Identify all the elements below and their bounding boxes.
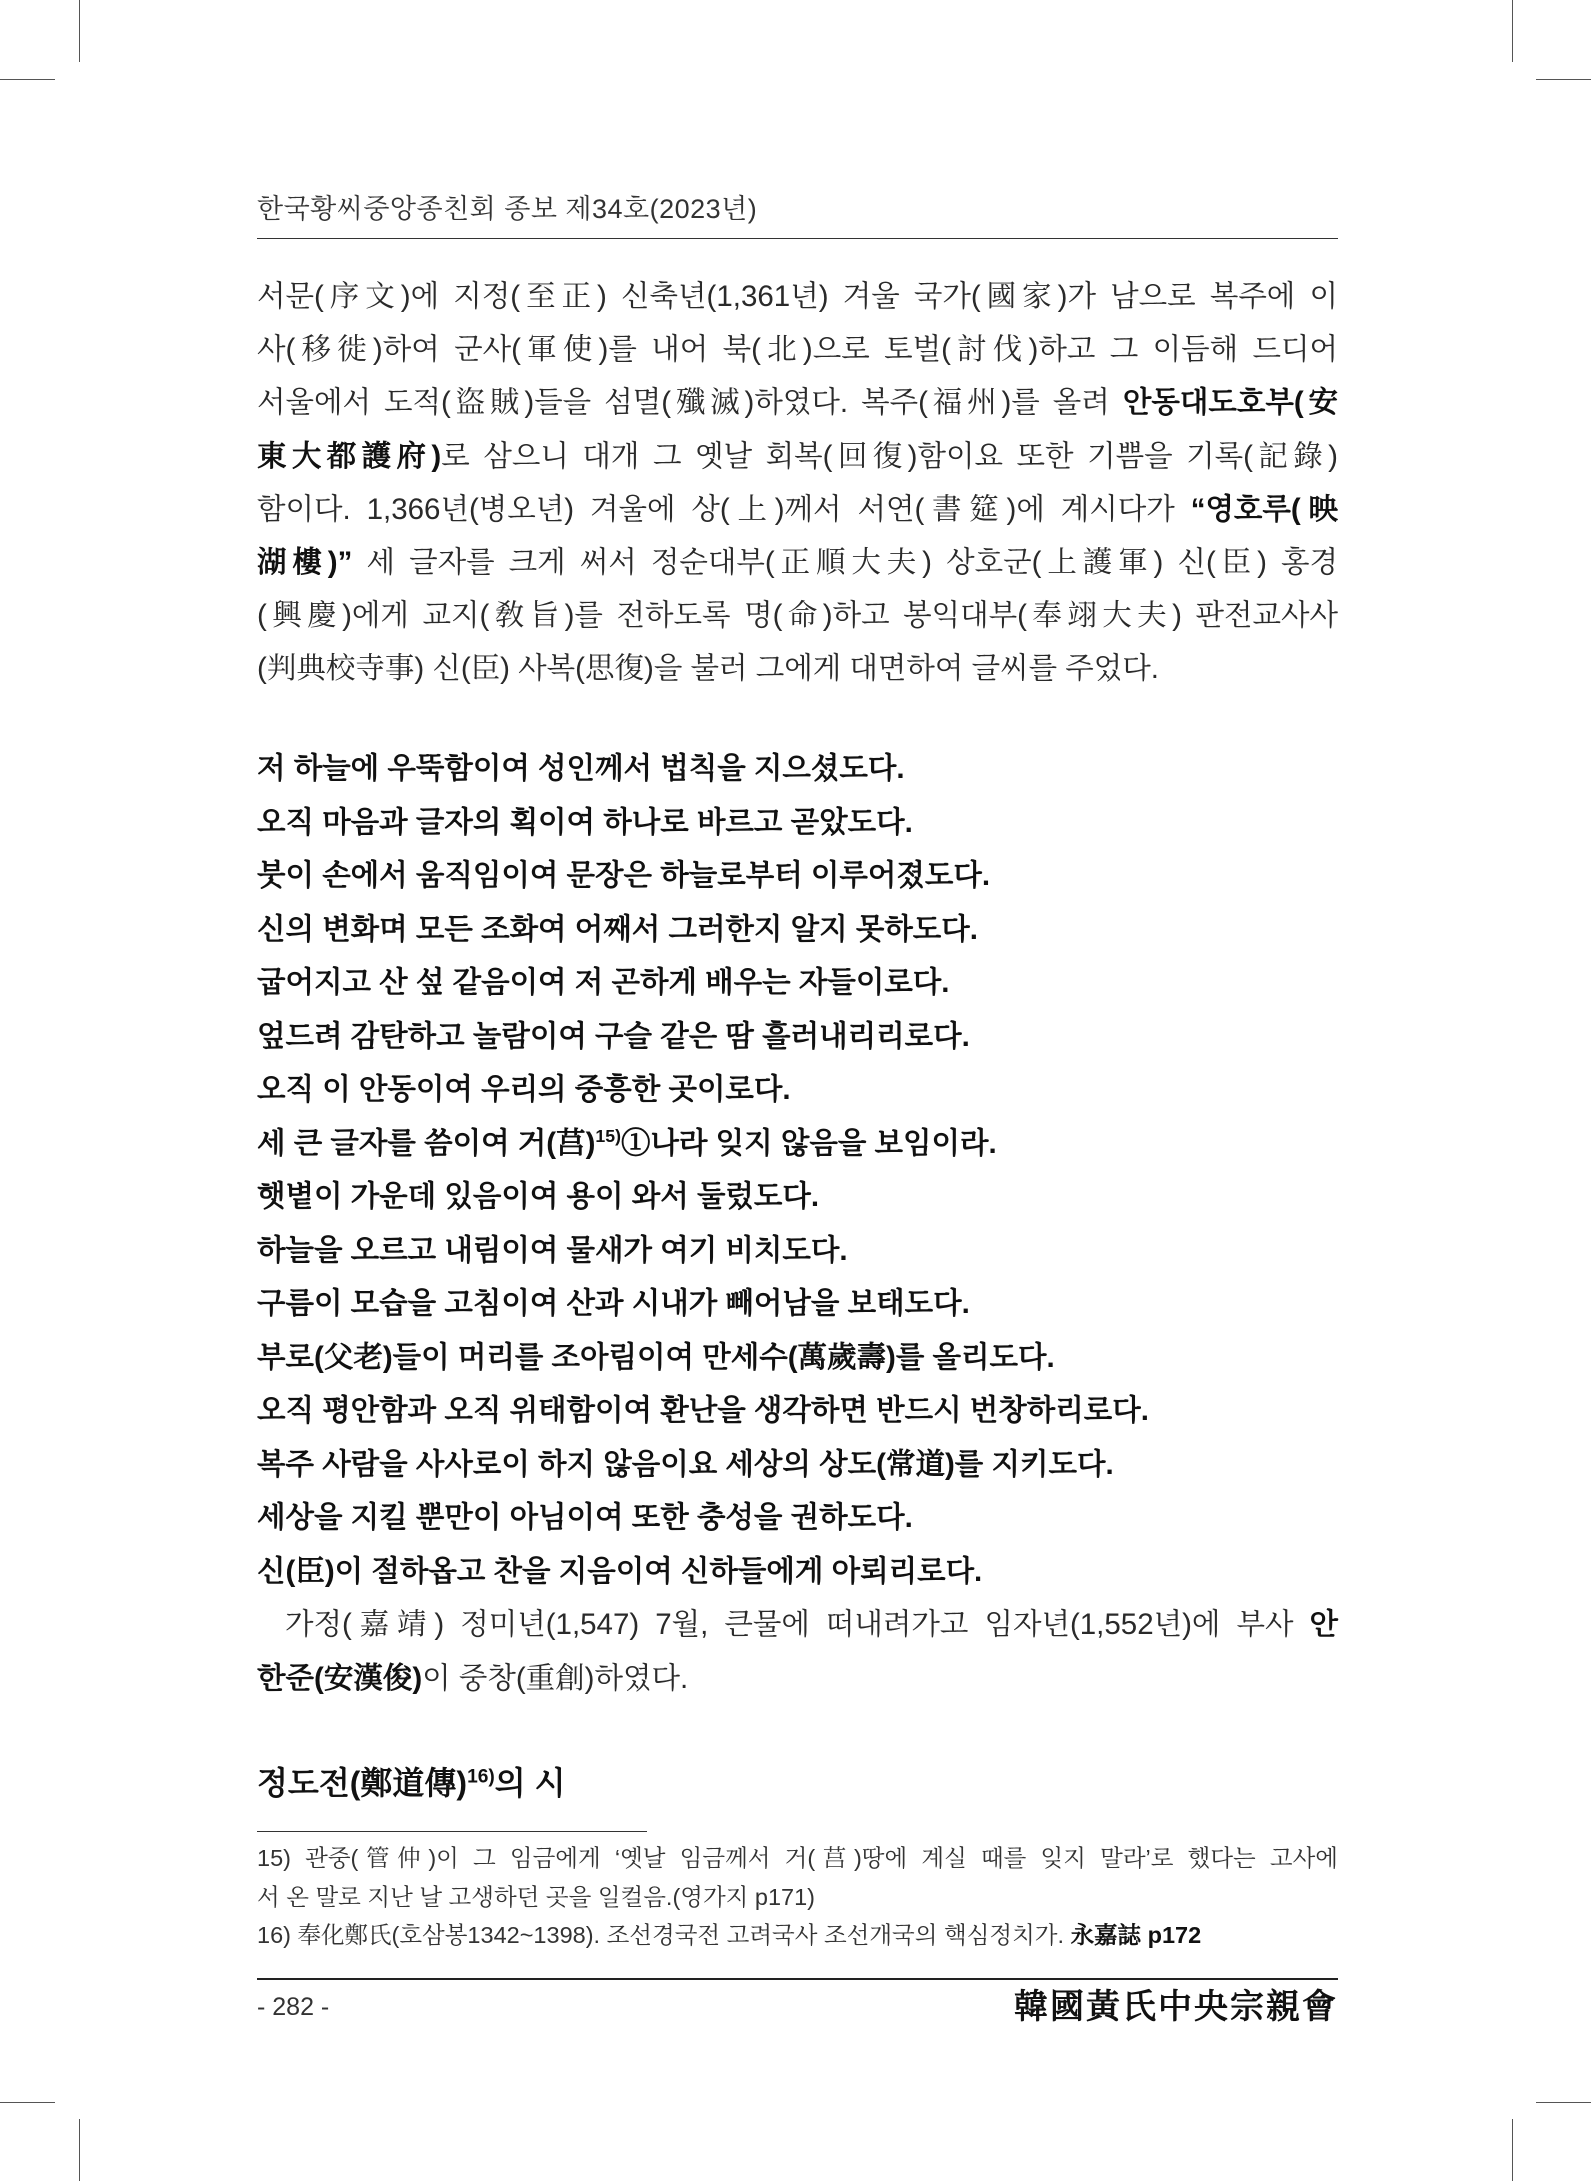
poem-line: 굽어지고 산 섶 같음이여 저 곤하게 배우는 자들이로다. bbox=[257, 966, 950, 999]
paragraph-line bbox=[257, 1598, 1338, 1652]
poem-line-text: 세 큰 글자를 씀이여 거(莒) bbox=[257, 1126, 596, 1160]
footer-rule bbox=[257, 1978, 1338, 1980]
page-footer bbox=[257, 1987, 1338, 2027]
crop-mark-top-left-vertical bbox=[79, 0, 80, 62]
bold-text: 안 bbox=[1309, 1608, 1338, 1641]
footnote-text: 관중(管仲)이 그 임금에게 ‘옛날 임금께서 거(莒)땅에 계실 때를 잊지 말라’로 했다는 고사에 bbox=[305, 1845, 1339, 1871]
paragraph-line bbox=[257, 323, 1338, 376]
bold-text: 한준(安漢俊) bbox=[257, 1661, 423, 1695]
poem-line: 햇볕이 가운데 있음이여 용이 와서 둘렀도다. bbox=[257, 1180, 820, 1213]
footnote-15 bbox=[257, 1839, 1338, 1878]
poem-line: 세상을 지킬 뿐만이 아님이여 또한 충성을 권하도다. bbox=[257, 1501, 913, 1534]
poem-line: 저 하늘에 우뚝함이여 성인께서 법칙을 지으셨도다. bbox=[257, 752, 905, 785]
line-text: 사(移徙)하여 군사(軍使)를 내어 북(北)으로 토벌(討伐)하고 그 이듬해 드디어 bbox=[257, 333, 1338, 367]
closing-paragraph bbox=[257, 1598, 1338, 1705]
header-rule bbox=[257, 238, 1338, 239]
running-header: 한국황씨중앙종친회 종보 제34호(2023년) bbox=[257, 194, 758, 224]
line-text: (興慶)에게 교지(敎旨)를 전하도록 명(命)하고 봉익대부(奉翊大夫) 판전교사사 bbox=[257, 599, 1338, 633]
line-text: 세 글자를 크게 써서 정순대부(正順大夫) 상호군(上護軍) 신(臣) 홍경 bbox=[352, 546, 1338, 580]
poem-line: 부로(父老)들이 머리를 조아림이여 만세수(萬歲壽)를 올리도다. bbox=[257, 1340, 1055, 1374]
bold-text: 湖樓)” bbox=[257, 546, 353, 580]
bold-text: 東大都護府) bbox=[257, 439, 442, 473]
footnote-reference-bold: 永嘉誌 p172 bbox=[1070, 1922, 1202, 1948]
line-text: 서울에서 도적(盜賊)들을 섬멸(殲滅)하였다. 복주(福州)를 올려 bbox=[257, 386, 1123, 420]
poem-line: 붓이 손에서 움직임이여 문장은 하늘로부터 이루어졌도다. bbox=[257, 859, 991, 892]
poem-block bbox=[257, 742, 1338, 1598]
line-text: 이 중창(重創)하였다. bbox=[422, 1661, 689, 1695]
paragraph-line bbox=[257, 1652, 1338, 1706]
poem-line bbox=[257, 1117, 1338, 1171]
footnote-15-continuation bbox=[257, 1878, 1338, 1917]
poem-line: 복주 사람을 사사로이 하지 않음이요 세상의 상도(常道)를 지키도다. bbox=[257, 1447, 1114, 1481]
heading-text: 의 시 bbox=[494, 1765, 566, 1801]
poem-line: 엎드려 감탄하고 놀람이여 구슬 같은 땀 흘러내리리로다. bbox=[257, 1019, 970, 1053]
paragraph-line bbox=[257, 642, 1338, 695]
paragraph-line bbox=[257, 430, 1338, 483]
paragraph-line bbox=[257, 536, 1338, 589]
crop-mark-bottom-right-vertical bbox=[1512, 2119, 1513, 2181]
poem-line: 오직 평안함과 오직 위태함이여 환난을 생각하면 반드시 번창하리로다. bbox=[257, 1394, 1149, 1427]
poem-line: 오직 마음과 글자의 획이여 하나로 바르고 곧았도다. bbox=[257, 805, 913, 839]
footnote-marker: 15) bbox=[257, 1845, 291, 1871]
footnote-ref: 15) bbox=[595, 1125, 621, 1146]
line-text: 가정(嘉靖) 정미년(1,547) 7월, 큰물에 떠내려가고 임자년(1,552년)에 부사 bbox=[285, 1608, 1310, 1641]
poem-line: 신의 변화며 모든 조화여 어째서 그러한지 알지 못하도다. bbox=[257, 912, 978, 946]
footnote-separator bbox=[257, 1831, 647, 1832]
poem-line: 하늘을 오르고 내림이여 물새가 여기 비치도다. bbox=[257, 1233, 848, 1267]
poem-line: 오직 이 안동이여 우리의 중흥한 곳이로다. bbox=[257, 1073, 791, 1106]
footnote-text: 서 온 말로 지난 날 고생하던 곳을 일컬음.(영가지 p171) bbox=[257, 1883, 816, 1910]
crop-mark-top-right-vertical bbox=[1512, 0, 1513, 62]
crop-mark-bottom-right-horizontal bbox=[1536, 2102, 1591, 2103]
heading-text: 정도전(鄭道傳) bbox=[257, 1765, 468, 1801]
poem-line: 신(臣)이 절하옵고 찬을 지음이여 신하들에게 아뢰리로다. bbox=[257, 1554, 983, 1588]
publisher-name: 韓國黃氏中央宗親會 bbox=[1014, 1987, 1338, 2027]
footnote-16 bbox=[257, 1916, 1338, 1955]
line-text: 함이다. 1,366년(병오년) 겨울에 상(上)께서 서연(書筵)에 계시다가 bbox=[257, 492, 1191, 526]
paragraph-line bbox=[257, 376, 1338, 429]
poem-line: 구름이 모습을 고침이여 산과 시내가 빼어남을 보태도다. bbox=[257, 1287, 970, 1320]
line-text: 로 삼으니 대개 그 옛날 회복(回復)함이요 또한 기쁨을 기록(記錄) bbox=[441, 439, 1338, 473]
paragraph-line bbox=[257, 589, 1338, 642]
footnote-text: 奉化鄭氏(호삼봉1342~1398). 조선경국전 고려국사 조선개국의 핵심정치가. bbox=[297, 1922, 1071, 1948]
footnote-ref: 16) bbox=[467, 1766, 495, 1788]
line-text: 서문(序文)에 지정(至正) 신축년(1,361년) 겨울 국가(國家)가 남으로 복주에 이 bbox=[257, 280, 1338, 313]
poem-line-text: ①나라 잊지 않음을 보임이라. bbox=[620, 1126, 997, 1160]
paragraph-line bbox=[257, 483, 1338, 536]
footnote-marker: 16) bbox=[257, 1922, 291, 1948]
intro-paragraph bbox=[257, 270, 1338, 696]
crop-mark-bottom-left-horizontal bbox=[0, 2102, 55, 2103]
crop-mark-top-left-horizontal bbox=[0, 79, 55, 80]
bold-text: “영호루(映 bbox=[1190, 492, 1338, 526]
crop-mark-bottom-left-vertical bbox=[79, 2119, 80, 2181]
line-text: (判典校寺事) 신(臣) 사복(思復)을 불러 그에게 대면하여 글씨를 주었다. bbox=[257, 652, 1159, 686]
section-heading bbox=[257, 1761, 1338, 1805]
footnotes bbox=[257, 1839, 1338, 1955]
page-number: - 282 - bbox=[257, 1993, 330, 2021]
crop-mark-top-right-horizontal bbox=[1536, 79, 1591, 80]
paragraph-line bbox=[257, 270, 1338, 323]
bold-text: 안동대도호부(安 bbox=[1122, 386, 1338, 420]
